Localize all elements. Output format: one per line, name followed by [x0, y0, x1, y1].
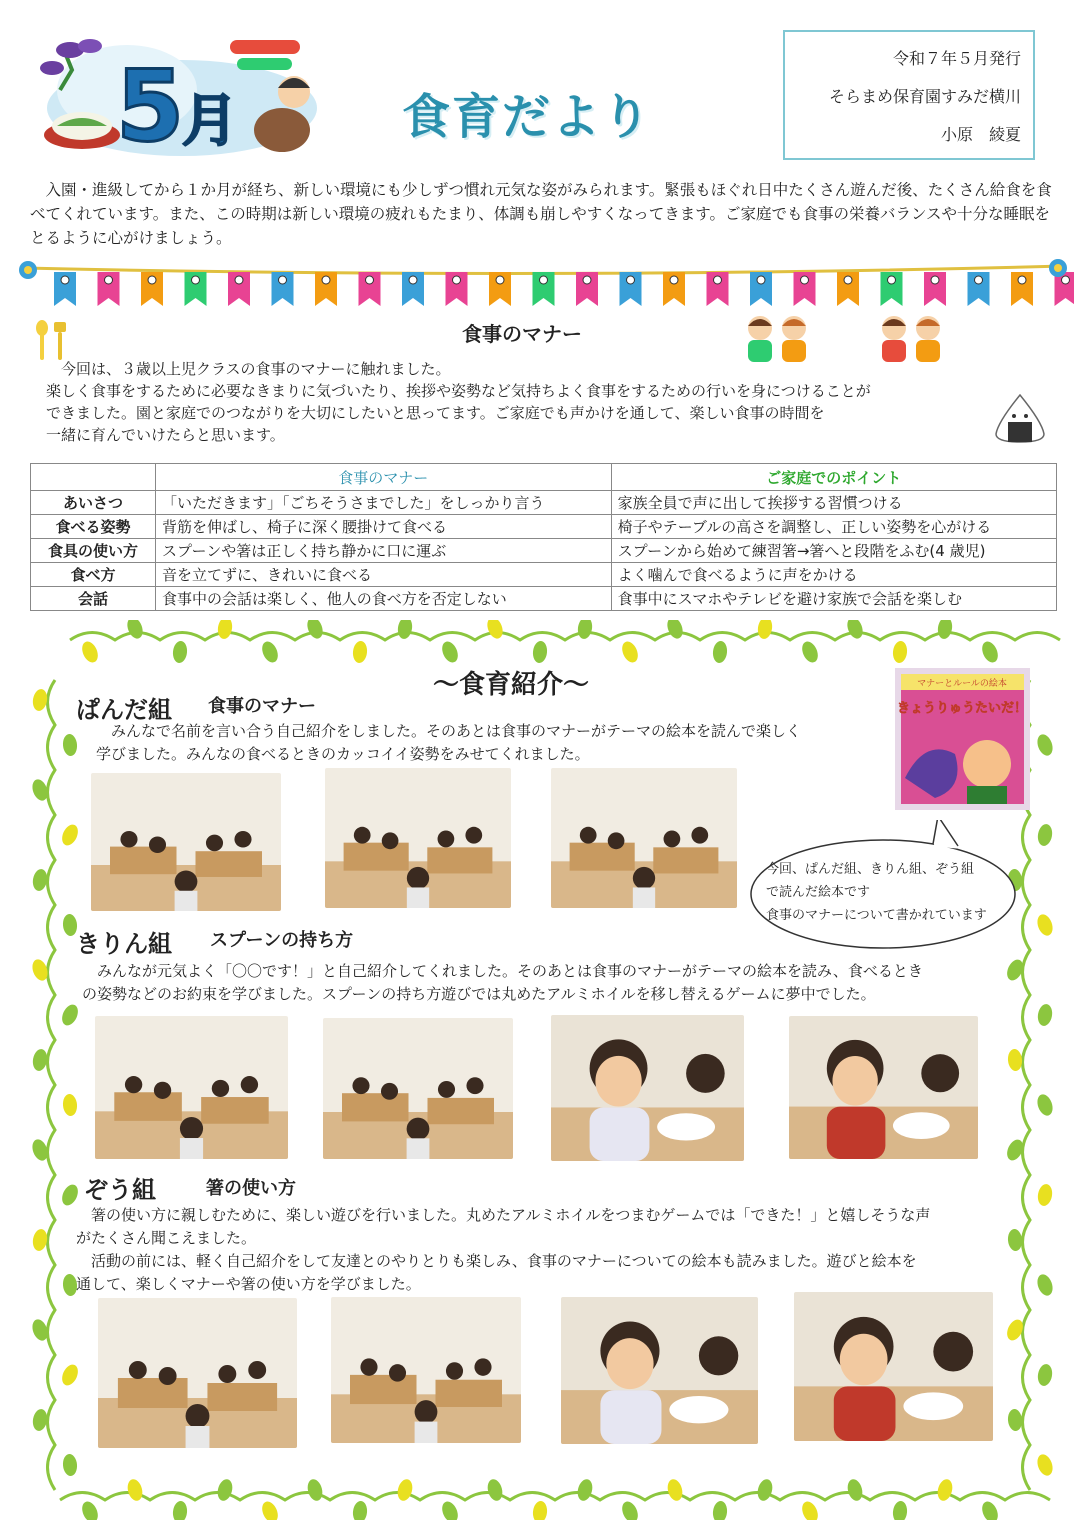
- bubble-line: 今回、ぱんだ組、きりん組、ぞう組: [766, 862, 975, 877]
- vine-leaf: [532, 1500, 548, 1520]
- vine-leaf: [619, 1499, 641, 1520]
- vine-leaf: [62, 1093, 78, 1116]
- activity-photo: [98, 1298, 297, 1448]
- vine-leaf: [79, 1499, 101, 1520]
- bunting-flag-eye: [931, 276, 939, 284]
- month-number: 5: [116, 50, 185, 160]
- speech-bubble: [748, 820, 1018, 950]
- vine-leaf: [1036, 823, 1054, 847]
- table-header-manner: 食事のマナー: [156, 464, 612, 491]
- vine-leaf: [1036, 1363, 1054, 1387]
- page-title: 食育だより: [402, 89, 653, 145]
- bunting-flag-eye: [496, 276, 504, 284]
- activity-photo: [561, 1297, 758, 1444]
- manners-paragraph: [46, 358, 976, 446]
- table-header-row: [31, 464, 1057, 491]
- bunting-flag-eye: [148, 276, 156, 284]
- manners-table: [30, 463, 1057, 611]
- table-header-empty: [31, 464, 156, 491]
- vine-leaf: [575, 1478, 594, 1503]
- table-cell: スプーンや箸は正しく持ち静かに口に運ぶ: [156, 539, 612, 563]
- issue-info-box: [783, 30, 1035, 160]
- row-label: 食べ方: [31, 563, 156, 587]
- vine-leaf: [892, 640, 908, 663]
- bubble-line: で読んだ絵本です: [766, 885, 871, 900]
- vine-leaf: [59, 822, 81, 848]
- class-name-zou: ぞう組: [84, 1176, 156, 1204]
- vine-leaf: [532, 640, 548, 663]
- vine-leaf: [892, 1500, 908, 1520]
- bunting-flag-eye: [322, 276, 330, 284]
- vine-leaf: [79, 639, 101, 665]
- table-cell: スプーンから始めて練習箸→箸へと段階をふむ(4 歳児): [611, 539, 1056, 563]
- manners-line: できました。園と家庭でのつながりを大切にしたいと思ってます。ご家庭でも声かけを通して、楽しい食事の時間を: [46, 404, 825, 422]
- vine-leaf: [712, 640, 728, 663]
- bunting-flag-eye: [540, 276, 548, 284]
- bunting-flag-eye: [235, 276, 243, 284]
- vine-leaf: [576, 620, 593, 640]
- table-row: [31, 587, 1057, 611]
- month-logo: [32, 30, 332, 160]
- vine-leaf: [305, 1478, 324, 1503]
- vine-leaf: [1036, 1003, 1054, 1027]
- vine-leaf: [59, 1362, 81, 1388]
- bunting-flag-eye: [975, 276, 983, 284]
- class-text-panda: [96, 720, 896, 766]
- table-row: [31, 515, 1057, 539]
- table-cell: 音を立てずに、きれいに食べる: [156, 563, 612, 587]
- vine-leaf: [799, 1499, 821, 1520]
- koinobori-bunting: [14, 258, 1074, 314]
- bunting-flag-eye: [1018, 276, 1026, 284]
- vine-leaf: [979, 639, 1001, 665]
- row-label: あいさつ: [31, 491, 156, 515]
- vine-leaf: [352, 1500, 368, 1520]
- vine-leaf: [1035, 1272, 1056, 1297]
- vine-leaf: [935, 1478, 954, 1503]
- table-row: [31, 563, 1057, 587]
- vine-leaf: [396, 620, 413, 640]
- vine-leaf: [485, 1478, 504, 1503]
- row-label: 食具の使い方: [31, 539, 156, 563]
- vine-leaf: [665, 1478, 684, 1503]
- bunting-flag-eye: [888, 276, 896, 284]
- issue-date: 令和７年５月発行: [892, 49, 1021, 68]
- bunting-flag-eye: [366, 276, 374, 284]
- class-topic-zou: 箸の使い方: [206, 1178, 296, 1199]
- class-text-line: みんなが元気よく「〇〇です！」と自己紹介してくれました。そのあとは食事のマナーがテーマの絵本を読み、食べるとき: [82, 962, 923, 980]
- vine-leaf: [979, 1499, 1001, 1520]
- class-text-line: 活動の前には、軽く自己紹介をして友達とのやりとりも楽しみ、食事のマナーについての絵本も読みました。遊びと絵本を: [76, 1252, 917, 1270]
- activity-photo: [551, 768, 737, 908]
- bunting-flag-eye: [844, 276, 852, 284]
- table-cell: 食事中にスマホやテレビを避け家族で会話を楽しむ: [611, 587, 1056, 611]
- table-cell: 家族全員で声に出して挨拶する習慣つける: [611, 491, 1056, 515]
- bubble-line: 食事のマナーについて書かれています: [766, 908, 987, 923]
- vine-leaf: [1007, 1048, 1023, 1071]
- vine-leaf: [665, 620, 686, 641]
- class-topic-panda: 食事のマナー: [208, 696, 316, 717]
- vine-leaf: [352, 640, 368, 663]
- vine-stem: [48, 680, 56, 1490]
- vine-leaf: [1007, 1408, 1023, 1431]
- bunting-flag-eye: [105, 276, 113, 284]
- class-text-line: 学びました。みんなの食べるときのカッコイイ姿勢をみせてくれました。: [96, 745, 590, 763]
- month-suffix: 月: [182, 89, 238, 154]
- table-row: [31, 491, 1057, 515]
- vine-leaf: [1035, 1092, 1056, 1117]
- vine-leaf: [845, 620, 866, 641]
- row-label: 会話: [31, 587, 156, 611]
- class-name-panda: ぱんだ組: [76, 696, 172, 724]
- bunting-flag-eye: [409, 276, 417, 284]
- bunting-flag-eye: [670, 276, 678, 284]
- class-text-line: 箸の使い方に親しむために、楽しい遊びを行いました。丸めたアルミホイルをつまむゲームでは「できた！」と嬉しそうな声: [76, 1206, 931, 1224]
- bunting-flag-eye: [1062, 276, 1070, 284]
- class-text-kirin: [82, 960, 1022, 1006]
- table-cell: 食事中の会話は楽しく、他人の食べ方を否定しない: [156, 587, 612, 611]
- vine-leaf: [1036, 1183, 1054, 1207]
- vine-leaf: [936, 620, 953, 640]
- vine-stem: [60, 1493, 1050, 1501]
- class-text-line: 通して、楽しくマナーや箸の使い方を学びました。: [76, 1275, 421, 1293]
- vine-leaf: [125, 1478, 144, 1503]
- vine-leaf: [259, 639, 281, 665]
- vine-leaf: [755, 1478, 774, 1503]
- book-title: きょうりゅうたいだ！: [896, 701, 1028, 716]
- vine-leaf: [485, 620, 506, 641]
- picture-book-cover: [895, 668, 1030, 810]
- vine-leaf: [259, 1499, 281, 1520]
- vine-leaf: [62, 1453, 78, 1476]
- manners-line: 今回は、３歳以上児クラスの食事のマナーに触れました。: [46, 360, 451, 378]
- bunting-flag-eye: [453, 276, 461, 284]
- vine-leaf: [215, 1478, 234, 1503]
- table-cell: 「いただきます」「ごちそうさまでした」をしっかり言う: [156, 491, 612, 515]
- bunting-flag-eye: [757, 276, 765, 284]
- koinobori-icon: [230, 40, 300, 70]
- class-text-line: がたくさん聞こえました。: [76, 1229, 257, 1247]
- vine-leaf: [31, 1408, 49, 1432]
- manners-heading: 食事のマナー: [462, 322, 582, 346]
- activity-photo: [323, 1018, 513, 1159]
- vine-leaf: [62, 733, 78, 756]
- class-text-line: みんなで名前を言い合う自己紹介をしました。そのあとは食事のマナーがテーマの絵本を読んで楽しく: [96, 722, 802, 740]
- bunting-flag-eye: [279, 276, 287, 284]
- bubble-text: [766, 858, 987, 927]
- vine-leaf: [712, 1500, 728, 1520]
- vine-leaf: [619, 639, 641, 665]
- bunting-flag-eye: [192, 276, 200, 284]
- activity-photo: [794, 1292, 993, 1441]
- activity-photo: [95, 1016, 288, 1159]
- vine-leaf: [1035, 1452, 1056, 1477]
- activity-photo: [325, 768, 511, 908]
- manners-line: 一緒に育んでいけたらと思います。: [46, 426, 285, 444]
- vine-leaf: [59, 1002, 81, 1028]
- bunting-flag-eye: [714, 276, 722, 284]
- vine-leaf: [756, 620, 773, 640]
- vine-leaf: [305, 620, 326, 641]
- activity-photo: [551, 1015, 744, 1161]
- vine-leaf: [172, 1500, 188, 1520]
- intro-paragraph: 入園・進級してから１か月が経ち、新しい環境にも少しずつ慣れ元気な姿がみられます。緊張もほぐれ日中たくさん遊んだ後、たくさん給食を食べてくれています。また、この時期は新しい環境の疲れもたまり、体調も崩しやすくなってきます。ご家庭でも食事の栄養バランスや十分な睡眠をとるように心がけましょう。: [30, 181, 1052, 247]
- vine-leaf: [1035, 912, 1056, 937]
- table-cell: 椅子やテーブルの高さを調整し、正しい姿勢を心がける: [611, 515, 1056, 539]
- book-series: マナーとルールの絵本: [917, 679, 1007, 689]
- vine-leaf: [125, 620, 146, 641]
- vine-leaf: [31, 868, 49, 892]
- bunting-flag-eye: [627, 276, 635, 284]
- vine-leaf: [439, 1499, 461, 1520]
- school-name: そらまめ保育園すみだ横川: [828, 87, 1021, 106]
- class-text-line: の姿勢などのお約束を学びました。スプーンの持ち方遊びでは丸めたアルミホイルを移し替えるゲームに夢中でした。: [82, 985, 876, 1003]
- activity-photo: [789, 1016, 978, 1159]
- class-text-zou: [76, 1204, 1022, 1296]
- vine-leaf: [845, 1478, 864, 1503]
- activity-photo: [91, 773, 281, 911]
- table-cell: よく噛んで食べるように声をかける: [611, 563, 1056, 587]
- bunting-flag-eye: [583, 276, 591, 284]
- onigiri-icon: [992, 392, 1048, 444]
- bunting-flag-eye: [61, 276, 69, 284]
- vine-leaf: [172, 640, 188, 663]
- bunting-flag-eye: [801, 276, 809, 284]
- vine-leaf: [31, 1048, 49, 1072]
- vine-leaf: [799, 639, 821, 665]
- row-label: 食べる姿勢: [31, 515, 156, 539]
- vine-leaf: [31, 1228, 49, 1252]
- table-cell: 背筋を伸ばし、椅子に深く腰掛けて食べる: [156, 515, 612, 539]
- activity-photo: [331, 1297, 521, 1443]
- manners-line: 楽しく食事をするために必要なきまりに気づいたり、挨拶や姿勢など気持ちよく食事をするための行いを身につけることが: [46, 382, 871, 400]
- class-name-kirin: きりん組: [76, 930, 172, 958]
- table-header-home: ご家庭でのポイント: [611, 464, 1056, 491]
- vine-leaf: [395, 1478, 414, 1503]
- spoon-fork-icon: [30, 318, 70, 362]
- vine-leaf: [1035, 732, 1056, 757]
- table-row: [31, 539, 1057, 563]
- vine-leaf: [439, 639, 461, 665]
- vine-leaf: [216, 620, 233, 640]
- class-topic-kirin: スプーンの持ち方: [210, 930, 354, 951]
- author-name: 小原 綾夏: [940, 125, 1021, 144]
- vine-leaf: [31, 688, 49, 712]
- food-education-title: ～食育紹介～: [433, 670, 590, 700]
